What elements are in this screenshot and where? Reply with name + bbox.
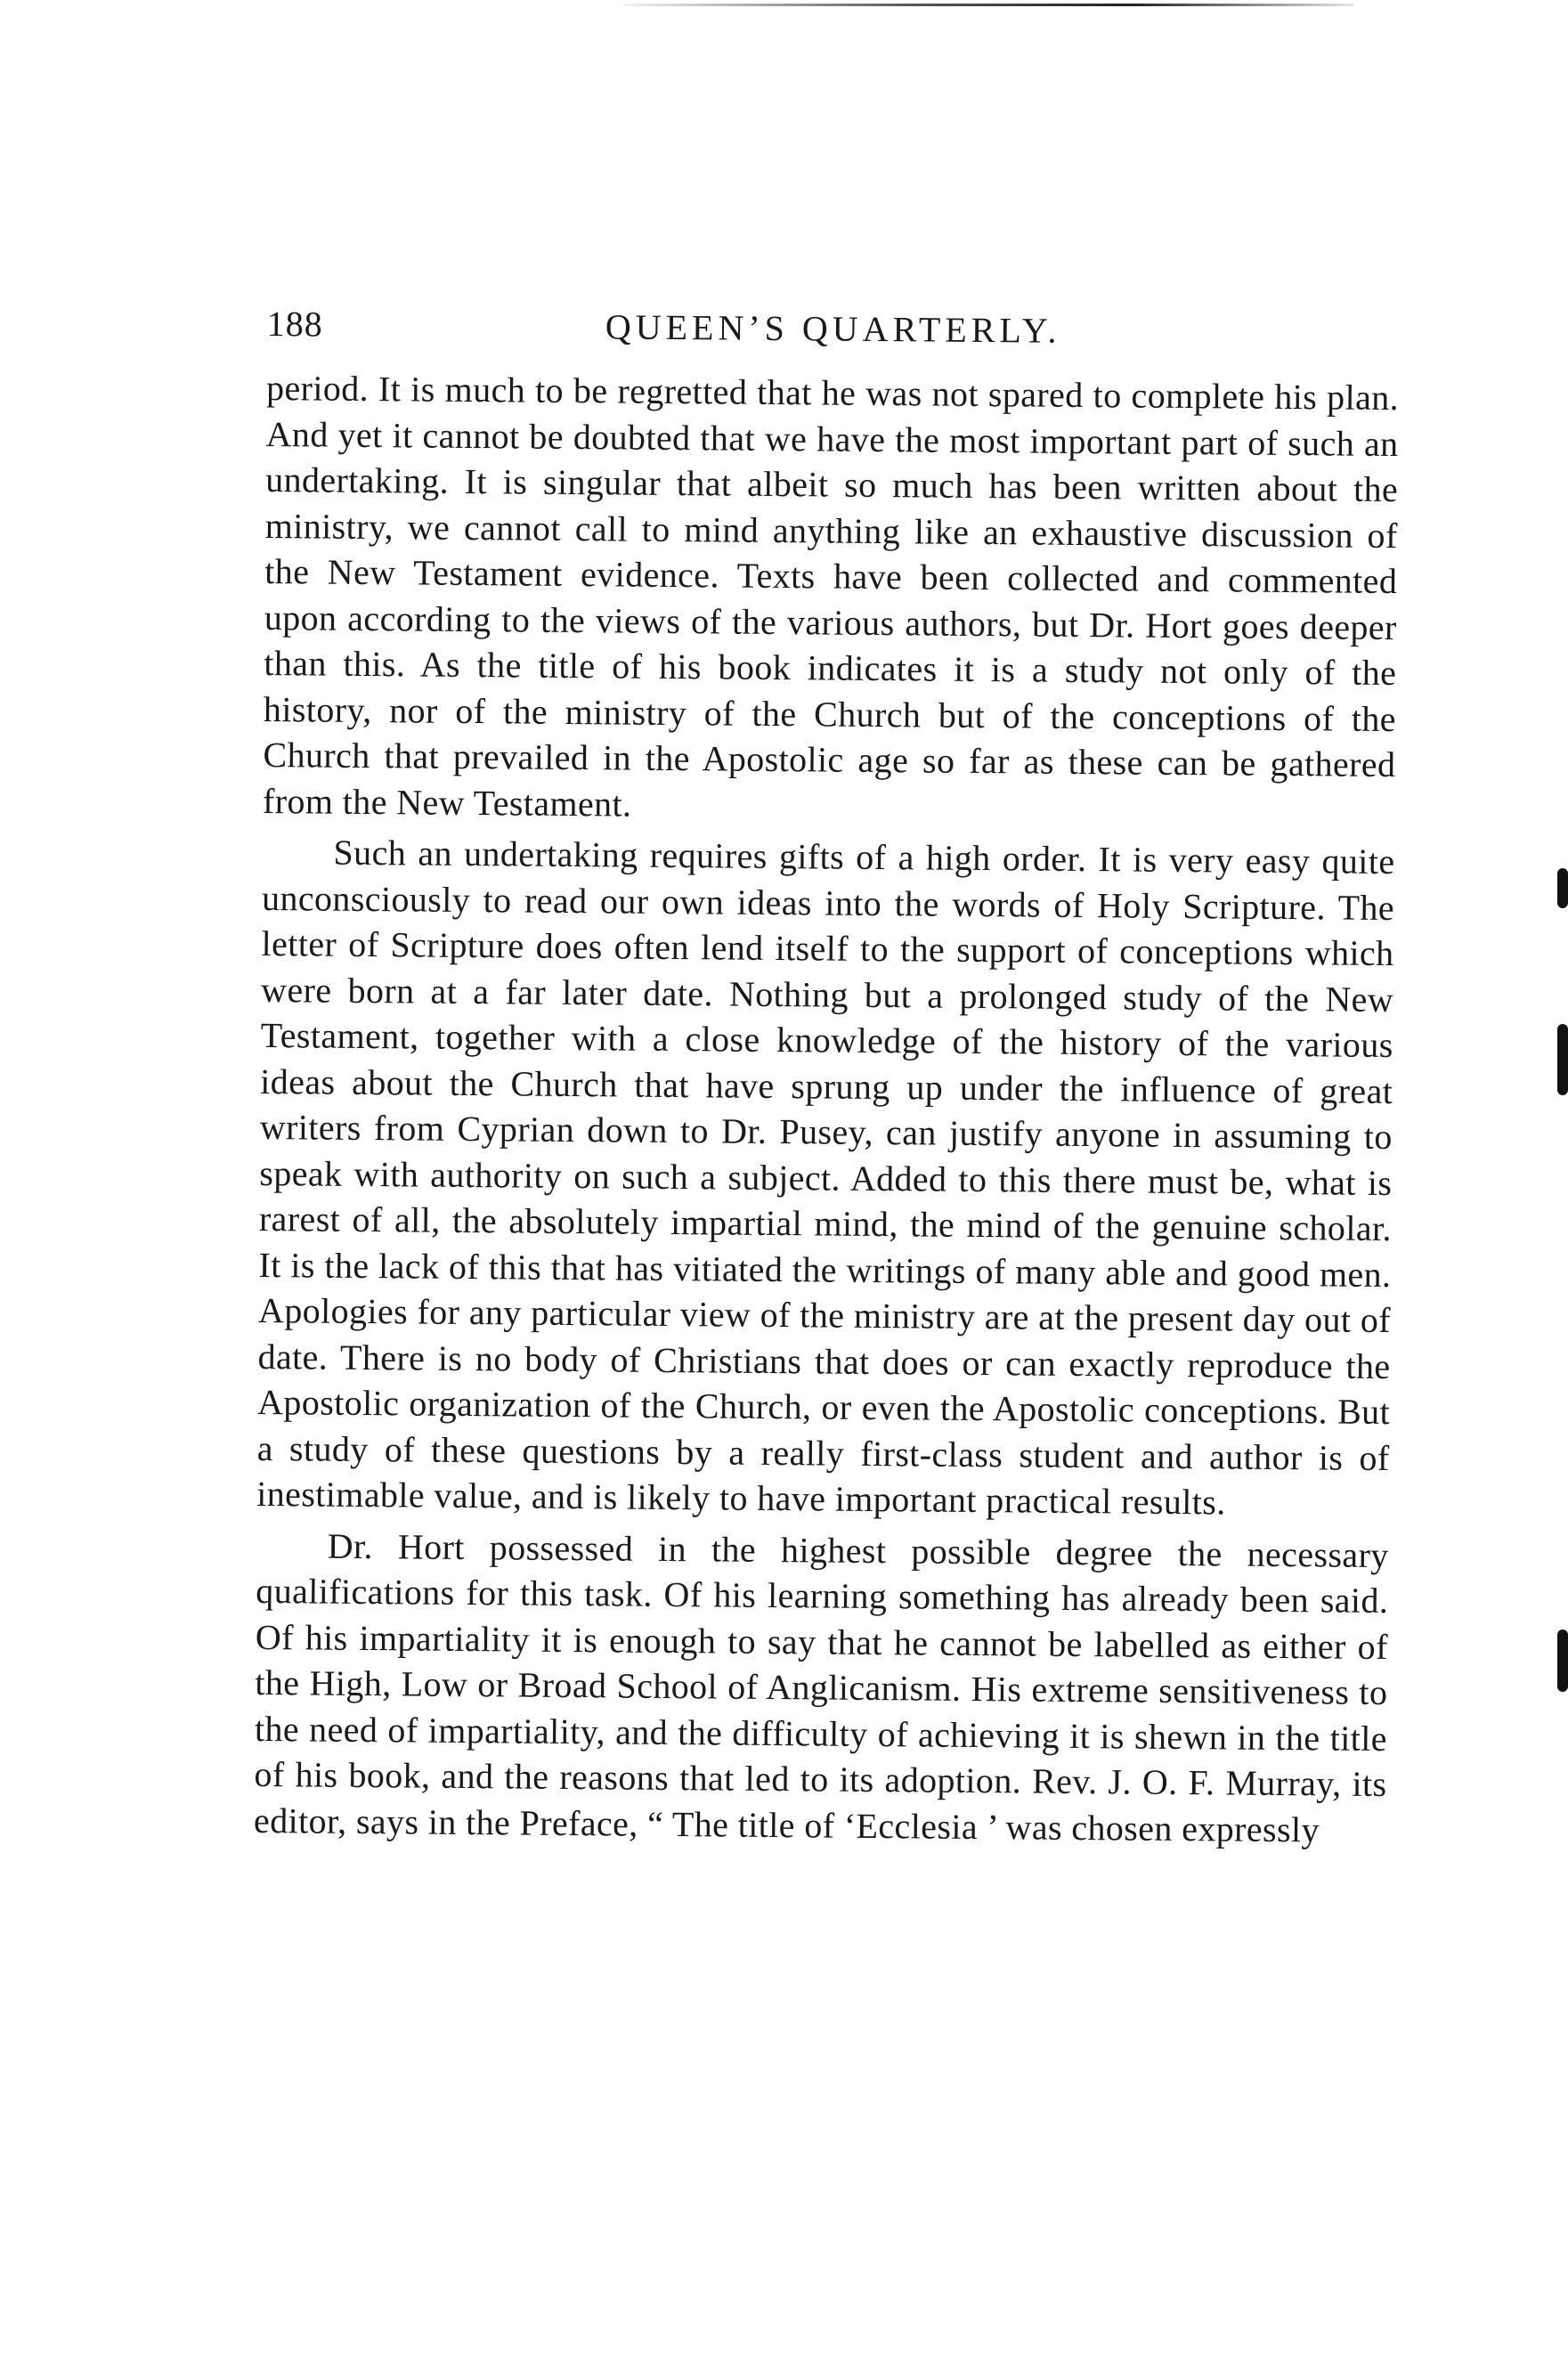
margin-mark [1557, 1024, 1568, 1095]
book-page [254, 294, 1400, 1853]
running-head [266, 294, 1400, 366]
margin-mark [1557, 1629, 1568, 1692]
paragraph: period. It is much to be regretted that he was not spared to complete his plan. And yet it cannot be doubted that we have the most important part of such an undertaking. It is singular that albeit so much has been written about the ministry, we cannot call to mind anything like an exhaustive discussion of the New Testament evidence. Texts have been collected and commented upon according to the views of the various authors, but Dr. Hort goes deeper than this. As the title of his book indicates it is a study not only of the history, nor of the ministry of the Church but of the conceptions of the Church that prevailed in the Apostolic age so far as these can be gathered from the New Testament. [262, 367, 1400, 825]
journal-title: QUEEN’S QUARTERLY. [605, 306, 1061, 351]
page-number: 188 [266, 303, 323, 345]
body-text [254, 365, 1399, 1853]
scan-edge-rule [623, 4, 1353, 6]
paragraph: Dr. Hort possessed in the highest possible degree the necessary qualifications for this task. Of his learning something has already been said. Of his impartiality it is enough to say that he cannot be labelled as either of the High, Low or Broad School of Anglicanism. His extreme sensitiveness to the need of impartiality, and the difficulty of achieving it is shewn in the title of his book, and the reasons that led to its adoption. Rev. J. O. F. Murray, its editor, says in the Preface, “ The title of ‘Ecclesia ’ was chosen expressly [253, 1525, 1389, 1849]
margin-mark [1557, 868, 1568, 908]
paragraph: Such an undertaking requires gifts of a high order. It is very easy quite unconsciously to read our own ideas into the words of Holy Scripture. The letter of Scripture does often lend itself to the support of conceptions which were born at a far later date. Nothing but a prolonged study of the New Testament, together with a close knowledge of the history of the various ideas about the Church that have sprung up under the influence of great writers from Cyprian down to Dr. Pusey, can justify anyone in assuming to speak with authority on such a subject. Added to this there must be, what is rarest of all, the absolutely impartial mind, the mind of the genuine scholar. It is the lack of this that has vitiated the writings of many able and good men. Apologies for any particular view of the ministry are at the present day out of date. There is no body of Christians that does or can exactly reproduce the Apostolic organization of the Church, or even the Apostolic conceptions. But a study of these questions by a really first-class student and author is of inestimable value, and is likely to have important practical results. [256, 832, 1395, 1523]
